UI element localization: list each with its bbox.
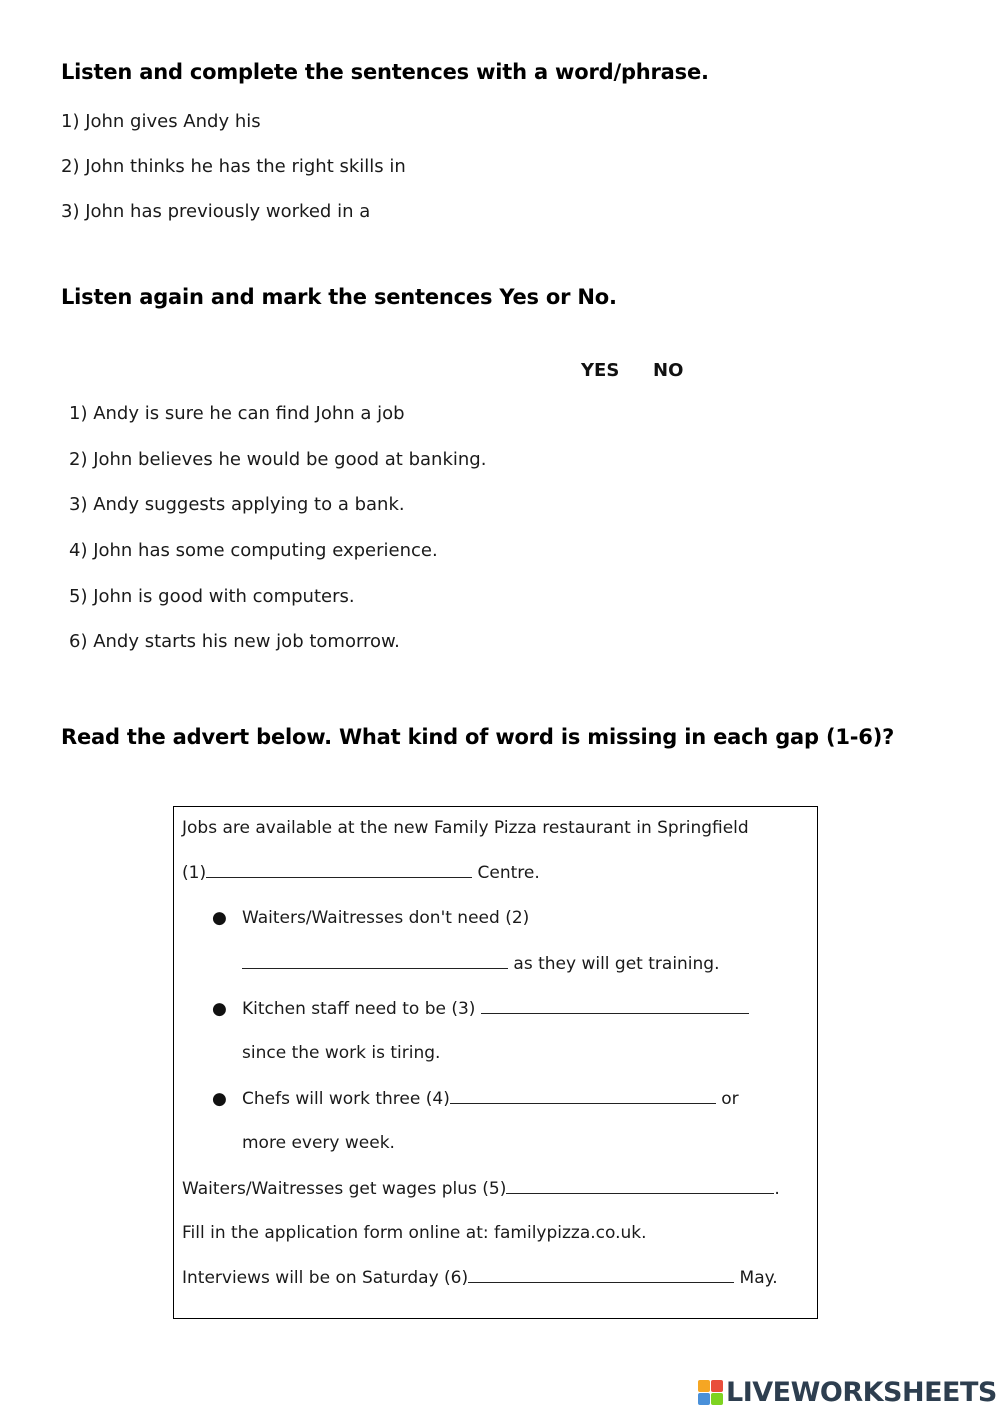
no-column-header: NO [653,360,684,381]
section3-heading: Read the advert below. What kind of word is missing in each gap (1-6)? [61,725,895,749]
gap-2-suffix: as they will get training. [508,954,720,974]
gap-4-label: Chefs will work three (4) [242,1089,450,1109]
bullet-2-line-b: since the work is tiring. [242,1043,441,1063]
gap-5-label: Waiters/Waitresses get wages plus (5) [182,1179,507,1199]
completion-item-2: 2) John thinks he has the right skills in [61,156,406,177]
liveworksheets-logo-icon [698,1380,724,1406]
gap-2-blank[interactable] [242,954,508,969]
bullet-icon: ● [212,908,227,928]
completion-item-1: 1) John gives Andy his [61,111,261,132]
advert-box [173,806,818,1319]
gap-6-blank[interactable] [468,1268,734,1283]
gap-6-suffix: May. [734,1268,778,1288]
bullet-1-line-a: Waiters/Waitresses don't need (2) [242,908,530,928]
advert-wages-line [182,1179,780,1199]
liveworksheets-logo [698,1377,998,1409]
bullet-1-line-b [242,954,720,974]
bullet-3-line-a [242,1089,739,1109]
liveworksheets-wordmark: LIVEWORKSHEETS [726,1377,997,1408]
gap-5-suffix: . [774,1179,780,1199]
gap-1-label: (1) [182,863,207,883]
bullet-3-line-b: more every week. [242,1133,395,1153]
advert-gap-1-line [182,863,540,883]
gap-3-label: Kitchen staff need to be (3) [242,999,481,1019]
gap-4-blank[interactable] [450,1089,716,1104]
bullet-icon: ● [212,999,227,1019]
gap-4-suffix: or [715,1089,739,1109]
yes-no-item-3: 3) Andy suggests applying to a bank. [69,494,405,515]
section1-heading: Listen and complete the sentences with a word/phrase. [61,60,709,84]
yes-no-item-5: 5) John is good with computers. [69,586,355,607]
bullet-icon: ● [212,1089,227,1109]
yes-no-item-6: 6) Andy starts his new job tomorrow. [69,631,400,652]
gap-1-blank[interactable] [206,863,472,878]
bullet-2-line-a [242,999,749,1019]
completion-item-3: 3) John has previously worked in a [61,201,371,222]
gap-6-label: Interviews will be on Saturday (6) [182,1268,469,1288]
advert-intro: Jobs are available at the new Family Pizza restaurant in Springfield [182,818,749,838]
gap-5-blank[interactable] [506,1179,774,1194]
yes-no-item-2: 2) John believes he would be good at banking. [69,449,487,470]
advert-form-line: Fill in the application form online at: familypizza.co.uk. [182,1223,647,1243]
gap-1-suffix: Centre. [472,863,540,883]
section2-heading: Listen again and mark the sentences Yes or No. [61,285,617,309]
yes-no-item-4: 4) John has some computing experience. [69,540,438,561]
yes-no-item-1: 1) Andy is sure he can find John a job [69,403,405,424]
yes-column-header: YES [581,360,620,381]
gap-3-blank[interactable] [481,999,749,1014]
advert-interview-line [182,1268,778,1288]
